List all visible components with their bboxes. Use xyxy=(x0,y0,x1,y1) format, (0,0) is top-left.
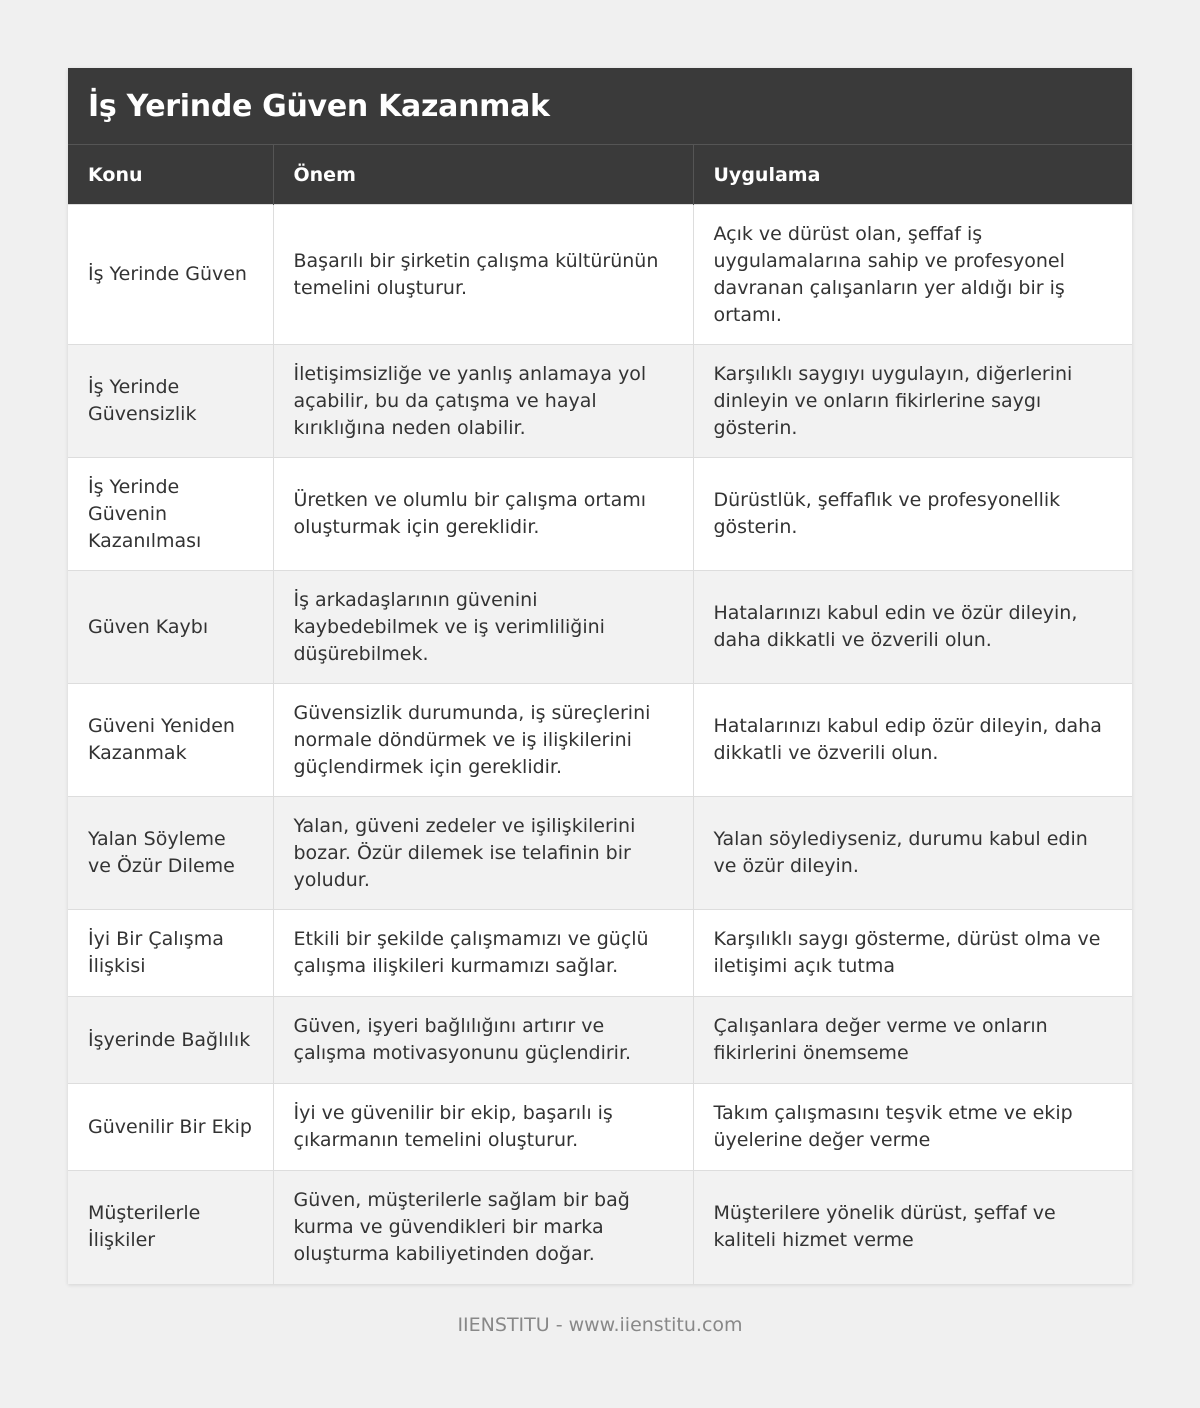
cell-konu: Güven Kaybı xyxy=(68,571,273,684)
cell-uygulama: Karşılıklı saygı gösterme, dürüst olma ve iletişimi açık tutma xyxy=(693,910,1132,997)
cell-konu: İş Yerinde Güvenin Kazanılması xyxy=(68,458,273,571)
cell-onem: Üretken ve olumlu bir çalışma ortamı oluşturmak için gereklidir. xyxy=(273,458,693,571)
table-row xyxy=(68,910,1132,997)
cell-konu: İş Yerinde Güvensizlik xyxy=(68,345,273,458)
cell-konu: Müşterilerle İlişkiler xyxy=(68,1171,273,1284)
page-title: İş Yerinde Güven Kazanmak xyxy=(88,88,550,124)
cell-uygulama: Karşılıklı saygıyı uygulayın, diğerlerini dinleyin ve onların fikirlerine saygı gösterin. xyxy=(693,345,1132,458)
cell-konu: Güveni Yeniden Kazanmak xyxy=(68,684,273,797)
table-row xyxy=(68,205,1132,345)
table-row xyxy=(68,458,1132,571)
footer-credit: IIENSTITU - www.iienstitu.com xyxy=(457,1314,743,1336)
cell-konu: İş Yerinde Güven xyxy=(68,205,273,345)
table-card xyxy=(68,68,1132,1284)
cell-uygulama: Takım çalışmasını teşvik etme ve ekip üyelerine değer verme xyxy=(693,1084,1132,1171)
column-header-uygulama: Uygulama xyxy=(693,145,1132,205)
table-row xyxy=(68,797,1132,910)
cell-onem: Başarılı bir şirketin çalışma kültürünün temelini oluşturur. xyxy=(273,205,693,345)
cell-onem: İletişimsizliğe ve yanlış anlamaya yol açabilir, bu da çatışma ve hayal kırıklığına neden olabilir. xyxy=(273,345,693,458)
cell-onem: İş arkadaşlarının güvenini kaybedebilmek ve iş verimliliğini düşürebilmek. xyxy=(273,571,693,684)
cell-konu: Güvenilir Bir Ekip xyxy=(68,1084,273,1171)
cell-uygulama: Hatalarınızı kabul edip özür dileyin, daha dikkatli ve özverili olun. xyxy=(693,684,1132,797)
table-row xyxy=(68,345,1132,458)
cell-onem: İyi ve güvenilir bir ekip, başarılı iş çıkarmanın temelini oluşturur. xyxy=(273,1084,693,1171)
cell-uygulama: Yalan söylediyseniz, durumu kabul edin ve özür dileyin. xyxy=(693,797,1132,910)
cell-uygulama: Müşterilere yönelik dürüst, şeffaf ve kaliteli hizmet verme xyxy=(693,1171,1132,1284)
table-row xyxy=(68,684,1132,797)
table-row xyxy=(68,571,1132,684)
table-row xyxy=(68,1084,1132,1171)
cell-uygulama: Çalışanlara değer verme ve onların fikirlerini önemseme xyxy=(693,997,1132,1084)
column-header-konu: Konu xyxy=(68,145,273,205)
data-table xyxy=(68,144,1132,1284)
table-row xyxy=(68,997,1132,1084)
cell-onem: Etkili bir şekilde çalışmamızı ve güçlü çalışma ilişkileri kurmamızı sağlar. xyxy=(273,910,693,997)
cell-uygulama: Açık ve dürüst olan, şeffaf iş uygulamalarına sahip ve profesyonel davranan çalışanların yer aldığı bir iş ortamı. xyxy=(693,205,1132,345)
cell-uygulama: Hatalarınızı kabul edin ve özür dileyin, daha dikkatli ve özverili olun. xyxy=(693,571,1132,684)
cell-konu: İşyerinde Bağlılık xyxy=(68,997,273,1084)
cell-konu: İyi Bir Çalışma İlişkisi xyxy=(68,910,273,997)
table-row xyxy=(68,1171,1132,1284)
cell-onem: Güven, müşterilerle sağlam bir bağ kurma ve güvendikleri bir marka oluşturma kabiliyetinden doğar. xyxy=(273,1171,693,1284)
column-header-onem: Önem xyxy=(273,145,693,205)
cell-onem: Yalan, güveni zedeler ve işilişkilerini bozar. Özür dilemek ise telafinin bir yoludur. xyxy=(273,797,693,910)
title-bar xyxy=(68,68,1132,144)
cell-onem: Güvensizlik durumunda, iş süreçlerini normale döndürmek ve iş ilişkilerini güçlendirmek için gereklidir. xyxy=(273,684,693,797)
cell-konu: Yalan Söyleme ve Özür Dileme xyxy=(68,797,273,910)
header-row xyxy=(68,145,1132,205)
cell-uygulama: Dürüstlük, şeffaflık ve profesyonellik gösterin. xyxy=(693,458,1132,571)
cell-onem: Güven, işyeri bağlılığını artırır ve çalışma motivasyonunu güçlendirir. xyxy=(273,997,693,1084)
